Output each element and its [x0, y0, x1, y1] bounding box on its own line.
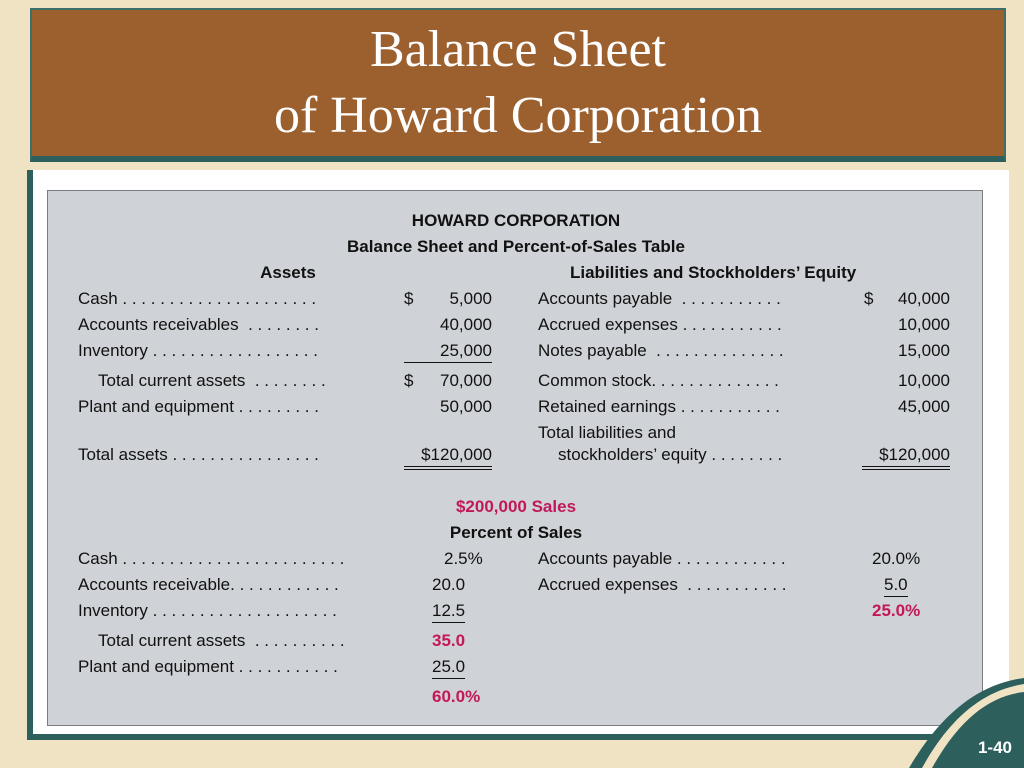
asset-value: $120,000 — [404, 445, 492, 470]
asset-label: Accounts receivables . . . . . . . . — [78, 315, 319, 334]
liability-dollar: $ — [864, 289, 874, 308]
asset-percent-value: 20.0 — [432, 575, 466, 594]
asset-percent-label: Plant and equipment . . . . . . . . . . . — [78, 657, 338, 676]
asset-percent-label: Total current assets . . . . . . . . . . — [98, 631, 345, 650]
percent-header: Percent of Sales — [449, 523, 583, 542]
liability-percent-label: Accrued expenses . . . . . . . . . . . — [538, 575, 787, 594]
liabilities-header: Liabilities and Stockholders’ Equity — [570, 263, 857, 282]
asset-percent-value: 12.5 — [432, 601, 465, 623]
table-subtitle: Balance Sheet and Percent-of-Sales Table — [347, 237, 685, 256]
liability-percent-label: Accounts payable . . . . . . . . . . . . — [538, 549, 786, 568]
asset-dollar: $ — [404, 289, 414, 308]
page-number: 1-40 — [977, 738, 1012, 757]
asset-label: Cash . . . . . . . . . . . . . . . . . . . . . — [78, 289, 317, 308]
asset-percent-value: 25.0 — [432, 657, 465, 679]
liability-value: 10,000 — [898, 371, 950, 390]
asset-percent-total: 60.0% — [432, 687, 481, 706]
asset-label: Plant and equipment . . . . . . . . . — [78, 397, 319, 416]
asset-percent-label: Accounts receivable. . . . . . . . . . . . — [78, 575, 339, 594]
liability-label: Accrued expenses . . . . . . . . . . . — [538, 315, 782, 334]
liability-value: 10,000 — [898, 315, 950, 334]
slide-title-line-2: of Howard Corporation — [273, 87, 763, 144]
asset-value: 70,000 — [440, 371, 492, 390]
liability-label: Common stock. . . . . . . . . . . . . . — [538, 371, 779, 390]
asset-label: Total assets . . . . . . . . . . . . . . . . — [78, 445, 319, 464]
liability-value: $120,000 — [862, 445, 950, 470]
liability-percent-total: 25.0% — [872, 601, 921, 620]
liability-value: 15,000 — [898, 341, 950, 360]
slide-title-band — [30, 8, 1006, 162]
company-name: HOWARD CORPORATION — [411, 211, 621, 230]
liability-label: Retained earnings . . . . . . . . . . . — [538, 397, 780, 416]
asset-percent-label: Inventory . . . . . . . . . . . . . . . . . . . . — [78, 601, 337, 620]
asset-label: Inventory . . . . . . . . . . . . . . . . . . — [78, 341, 318, 360]
asset-percent-value: 35.0 — [432, 631, 466, 650]
liability-label: stockholders’ equity . . . . . . . . — [558, 445, 783, 464]
liability-percent-value: 20.0% — [872, 549, 921, 568]
liability-label: Notes payable . . . . . . . . . . . . . . — [538, 341, 784, 360]
asset-value: 40,000 — [440, 315, 492, 334]
asset-value: 50,000 — [440, 397, 492, 416]
asset-value: 5,000 — [449, 289, 492, 308]
asset-label: Total current assets . . . . . . . . — [98, 371, 326, 390]
liability-label: Accounts payable . . . . . . . . . . . — [538, 289, 781, 308]
asset-value: 25,000 — [404, 341, 492, 363]
liability-value: 40,000 — [898, 289, 950, 308]
liability-percent-value: 5.0 — [884, 575, 908, 597]
liability-label: Total liabilities and — [538, 423, 676, 442]
asset-percent-value: 2.5% — [444, 549, 483, 568]
asset-percent-label: Cash . . . . . . . . . . . . . . . . . . . . . . . . — [78, 549, 345, 568]
balance-sheet-table — [47, 190, 983, 726]
slide-title-line-1: Balance Sheet — [370, 21, 666, 78]
assets-header: Assets — [260, 263, 316, 282]
sales-line: $200,000 Sales — [455, 497, 577, 516]
asset-dollar: $ — [404, 371, 414, 390]
liability-value: 45,000 — [898, 397, 950, 416]
